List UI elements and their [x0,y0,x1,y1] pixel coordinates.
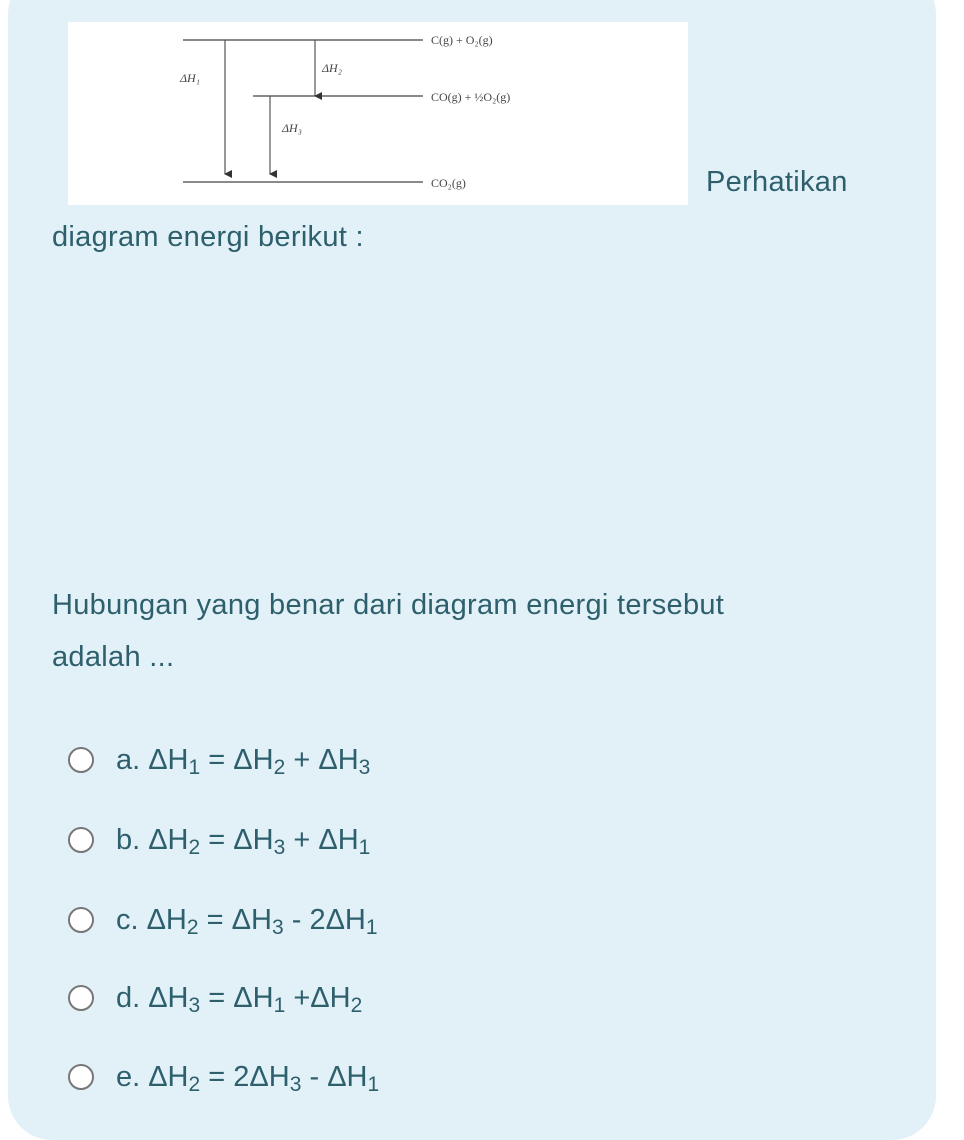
intro-text-inline: Perhatikan [706,166,848,198]
option-subscript: 2 [188,836,201,859]
level-label-top: C(g) + O₂(g) [431,33,493,47]
option-subscript: 3 [289,1073,302,1096]
radio-button[interactable] [68,907,94,933]
energy-diagram [68,22,688,205]
option-term: ΔH [233,823,274,856]
option-subscript: 3 [188,994,201,1017]
question-prompt-line1: Hubungan yang benar dari diagram energi tersebut [52,589,725,621]
option-letter: e. [116,1060,141,1093]
option-term: 2ΔH [309,903,366,936]
option-term: + [285,823,319,856]
option-term: = [198,903,232,936]
option-term: = [200,1060,234,1093]
option-subscript: 1 [358,836,371,859]
option-subscript: 2 [350,994,363,1017]
option-subscript: 1 [365,916,378,939]
option-subscript: 2 [273,756,286,779]
radio-button[interactable] [68,1064,94,1090]
option-d[interactable] [68,978,362,1018]
option-subscript: 1 [273,994,286,1017]
option-term: ΔH [318,823,359,856]
option-subscript: 3 [271,916,284,939]
option-letter: c. [116,903,139,936]
arrow-label-dh1: ΔH₁ [180,71,200,85]
option-term: ΔH [327,1060,368,1093]
option-subscript: 1 [188,756,201,779]
level-lines [183,40,423,182]
option-term: ΔH [148,743,189,776]
option-term: - [283,903,310,936]
option-term: + [285,981,311,1014]
option-b[interactable] [68,820,370,860]
option-term: - [301,1060,328,1093]
option-term: ΔH [318,743,359,776]
arrow-label-dh2: ΔH₂ [322,61,342,75]
option-term: = [200,823,234,856]
option-term: ΔH [148,823,189,856]
option-term: ΔH [310,981,351,1014]
option-subscript: 1 [367,1073,380,1096]
option-term: ΔH [233,743,274,776]
question-prompt-line2: adalah ... [52,641,175,673]
option-term: ΔH [233,981,274,1014]
intro-text: diagram energi berikut : [52,221,364,253]
option-term: = [200,981,234,1014]
option-a[interactable] [68,740,370,780]
option-letter: a. [116,743,141,776]
option-e[interactable] [68,1057,379,1097]
option-term: 2ΔH [233,1060,290,1093]
option-term: ΔH [231,903,272,936]
level-label-middle: CO(g) + ½O₂(g) [431,90,511,104]
option-letter: d. [116,981,141,1014]
arrow-label-dh3: ΔH₃ [282,121,302,135]
radio-button[interactable] [68,985,94,1011]
option-term: = [200,743,234,776]
radio-button[interactable] [68,827,94,853]
option-letter: b. [116,823,141,856]
option-subscript: 2 [186,916,199,939]
option-term: ΔH [148,1060,189,1093]
option-subscript: 3 [273,836,286,859]
option-term: ΔH [146,903,187,936]
option-subscript: 3 [358,756,371,779]
option-c[interactable] [68,900,378,940]
option-term: ΔH [148,981,189,1014]
option-subscript: 2 [188,1073,201,1096]
level-label-bottom: CO₂(g) [431,176,466,190]
radio-button[interactable] [68,747,94,773]
option-term: + [285,743,319,776]
